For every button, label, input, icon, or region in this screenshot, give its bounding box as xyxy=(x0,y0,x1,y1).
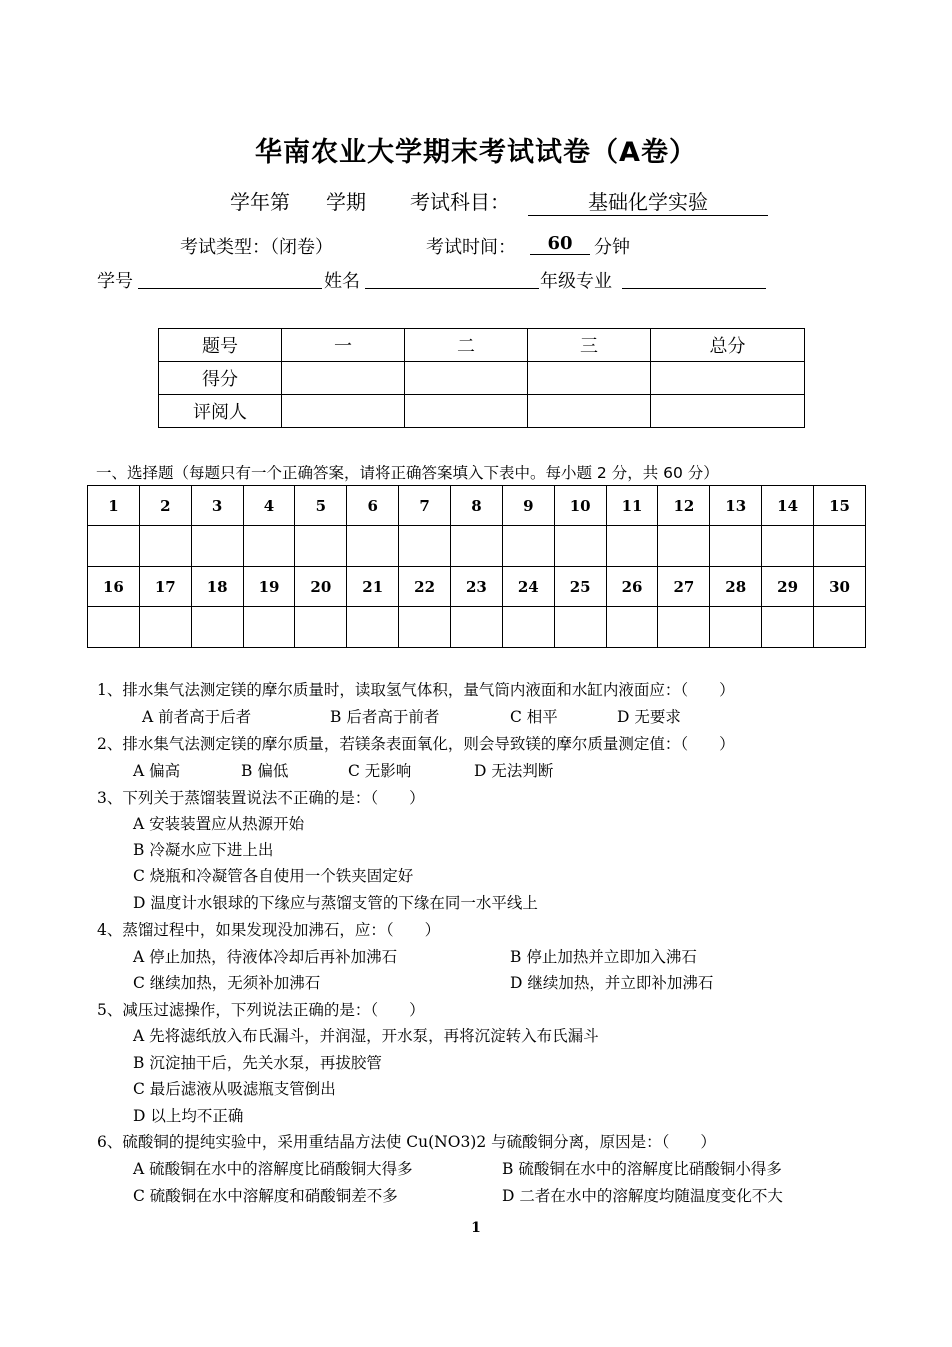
answer-cell[interactable] xyxy=(658,526,710,567)
answer-number: 30 xyxy=(814,567,866,607)
answer-cell[interactable] xyxy=(606,607,658,648)
answer-blank-row xyxy=(88,607,866,648)
subject-value: 基础化学实验 xyxy=(528,186,768,216)
exam-time-label: 考试时间： xyxy=(426,237,516,258)
student-id-label: 学号 xyxy=(97,271,133,292)
answer-number: 11 xyxy=(606,486,658,526)
answer-number: 21 xyxy=(347,567,399,607)
reviewer-cell[interactable] xyxy=(651,395,805,428)
section-heading: 一、选择题（每题只有一个正确答案，请将正确答案填入下表中。每小题 2 分，共 60 分） xyxy=(96,464,719,482)
answer-number-row xyxy=(88,567,866,607)
question-option: B 硫酸铜在水中的溶解度比硝酸铜小得多 xyxy=(502,1160,782,1178)
name-label: 姓名 xyxy=(324,271,360,292)
answer-number: 19 xyxy=(243,567,295,607)
reviewer-cell[interactable] xyxy=(528,395,651,428)
score-header-cell: 二 xyxy=(405,329,528,362)
question-option: C 硫酸铜在水中溶解度和硝酸铜差不多 xyxy=(133,1187,398,1205)
score-cell[interactable] xyxy=(405,362,528,395)
answer-number: 26 xyxy=(606,567,658,607)
answer-number: 3 xyxy=(191,486,243,526)
answer-cell[interactable] xyxy=(88,526,140,567)
question-option: B 停止加热并立即加入沸石 xyxy=(510,948,697,966)
score-table xyxy=(158,328,805,428)
score-header-cell: 一 xyxy=(282,329,405,362)
answer-cell[interactable] xyxy=(139,607,191,648)
question-option: D 无法判断 xyxy=(474,762,554,780)
answer-number: 28 xyxy=(710,567,762,607)
answer-cell[interactable] xyxy=(762,607,814,648)
score-cell[interactable] xyxy=(528,362,651,395)
answer-table xyxy=(87,485,866,648)
question-stem: 5、减压过滤操作，下列说法正确的是：（ ） xyxy=(97,1001,425,1019)
answer-cell[interactable] xyxy=(814,526,866,567)
question-option: A 前者高于后者 xyxy=(142,708,252,726)
question-option: C 烧瓶和冷凝管各自使用一个铁夹固定好 xyxy=(133,867,414,885)
answer-number: 4 xyxy=(243,486,295,526)
answer-number: 20 xyxy=(295,567,347,607)
score-row xyxy=(159,362,805,395)
question-option: C 继续加热，无须补加沸石 xyxy=(133,974,321,992)
answer-cell[interactable] xyxy=(658,607,710,648)
score-header-cell: 题号 xyxy=(159,329,282,362)
exam-time-field xyxy=(530,233,590,255)
answer-cell[interactable] xyxy=(399,607,451,648)
score-header-row xyxy=(159,329,805,362)
question-option: A 先将滤纸放入布氏漏斗，并润湿，开水泵，再将沉淀转入布氏漏斗 xyxy=(133,1027,599,1045)
question-stem: 4、蒸馏过程中，如果发现没加沸石，应：（ ） xyxy=(97,921,441,939)
answer-cell[interactable] xyxy=(191,526,243,567)
answer-number: 10 xyxy=(554,486,606,526)
answer-number: 12 xyxy=(658,486,710,526)
answer-number: 27 xyxy=(658,567,710,607)
answer-cell[interactable] xyxy=(191,607,243,648)
question-option: D 无要求 xyxy=(617,708,681,726)
reviewer-row xyxy=(159,395,805,428)
question-option: A 偏高 xyxy=(133,762,181,780)
score-cell[interactable] xyxy=(282,362,405,395)
score-cell[interactable] xyxy=(651,362,805,395)
reviewer-cell[interactable] xyxy=(282,395,405,428)
answer-cell[interactable] xyxy=(554,526,606,567)
question-option: A 硫酸铜在水中的溶解度比硝酸铜大得多 xyxy=(133,1160,413,1178)
answer-number: 25 xyxy=(554,567,606,607)
exam-time-unit: 分钟 xyxy=(594,237,630,258)
question-option: C 相平 xyxy=(510,708,558,726)
question-option: A 停止加热，待液体冷却后再补加沸石 xyxy=(133,948,398,966)
answer-number: 2 xyxy=(139,486,191,526)
question-stem: 6、硫酸铜的提纯实验中，采用重结晶方法使 Cu(NO3)2 与硫酸铜分离，原因是：（ ） xyxy=(97,1133,716,1151)
answer-number: 24 xyxy=(502,567,554,607)
student-id-field[interactable] xyxy=(138,288,322,289)
score-header-cell: 三 xyxy=(528,329,651,362)
name-field[interactable] xyxy=(365,288,539,289)
answer-cell[interactable] xyxy=(295,607,347,648)
answer-cell[interactable] xyxy=(710,526,762,567)
grade-label: 年级专业 xyxy=(540,271,612,292)
answer-cell[interactable] xyxy=(347,607,399,648)
answer-cell[interactable] xyxy=(814,607,866,648)
answer-cell[interactable] xyxy=(554,607,606,648)
answer-cell[interactable] xyxy=(762,526,814,567)
answer-cell[interactable] xyxy=(606,526,658,567)
question-stem: 1、排水集气法测定镁的摩尔质量时，读取氢气体积，量气筒内液面和水缸内液面应：（ ） xyxy=(97,681,735,699)
answer-number: 13 xyxy=(710,486,762,526)
question-option: D 以上均不正确 xyxy=(133,1107,244,1125)
answer-number: 7 xyxy=(399,486,451,526)
answer-number-row xyxy=(88,486,866,526)
answer-number: 6 xyxy=(347,486,399,526)
question-option: D 二者在水中的溶解度均随温度变化不大 xyxy=(502,1187,783,1205)
question-option: D 温度计水银球的下缘应与蒸馏支管的下缘在同一水平线上 xyxy=(133,894,538,912)
answer-cell[interactable] xyxy=(399,526,451,567)
answer-cell[interactable] xyxy=(139,526,191,567)
subject-label: 考试科目： xyxy=(410,190,510,214)
exam-time-value: 60 xyxy=(530,233,590,255)
page-number: 1 xyxy=(471,1220,481,1236)
grade-field[interactable] xyxy=(622,288,766,289)
answer-number: 15 xyxy=(814,486,866,526)
answer-number: 18 xyxy=(191,567,243,607)
question-option: C 最后滤液从吸滤瓶支管倒出 xyxy=(133,1080,336,1098)
question-option: A 安装装置应从热源开始 xyxy=(133,815,305,833)
answer-cell[interactable] xyxy=(88,607,140,648)
answer-cell[interactable] xyxy=(451,526,503,567)
answer-blank-row xyxy=(88,526,866,567)
answer-number: 16 xyxy=(88,567,140,607)
answer-cell[interactable] xyxy=(295,526,347,567)
term-label: 学期 xyxy=(326,190,366,214)
question-stem: 3、下列关于蒸馏装置说法不正确的是：（ ） xyxy=(97,789,425,807)
reviewer-cell[interactable] xyxy=(405,395,528,428)
answer-number: 5 xyxy=(295,486,347,526)
answer-cell[interactable] xyxy=(502,607,554,648)
question-option: B 沉淀抽干后，先关水泵，再拔胶管 xyxy=(133,1054,382,1072)
answer-cell[interactable] xyxy=(451,607,503,648)
answer-cell[interactable] xyxy=(502,526,554,567)
score-row-label: 得分 xyxy=(159,362,282,395)
answer-number: 22 xyxy=(399,567,451,607)
answer-cell[interactable] xyxy=(243,526,295,567)
question-option: B 冷凝水应下进上出 xyxy=(133,841,274,859)
answer-cell[interactable] xyxy=(710,607,762,648)
answer-number: 14 xyxy=(762,486,814,526)
answer-number: 9 xyxy=(502,486,554,526)
question-option: B 后者高于前者 xyxy=(330,708,440,726)
answer-number: 23 xyxy=(451,567,503,607)
answer-number: 29 xyxy=(762,567,814,607)
answer-cell[interactable] xyxy=(347,526,399,567)
question-stem: 2、排水集气法测定镁的摩尔质量，若镁条表面氧化，则会导致镁的摩尔质量测定值：（ ） xyxy=(97,735,735,753)
answer-number: 1 xyxy=(88,486,140,526)
answer-number: 17 xyxy=(139,567,191,607)
subject-field xyxy=(528,186,768,216)
exam-type: 考试类型：（闭卷） xyxy=(180,237,333,258)
page-title: 华南农业大学期末考试试卷（A卷） xyxy=(255,137,697,168)
score-header-cell: 总分 xyxy=(651,329,805,362)
answer-number: 8 xyxy=(451,486,503,526)
year-label: 学年第 xyxy=(230,190,290,214)
question-option: C 无影响 xyxy=(348,762,412,780)
answer-cell[interactable] xyxy=(243,607,295,648)
reviewer-row-label: 评阅人 xyxy=(159,395,282,428)
question-option: B 偏低 xyxy=(241,762,289,780)
question-option: D 继续加热，并立即补加沸石 xyxy=(510,974,714,992)
